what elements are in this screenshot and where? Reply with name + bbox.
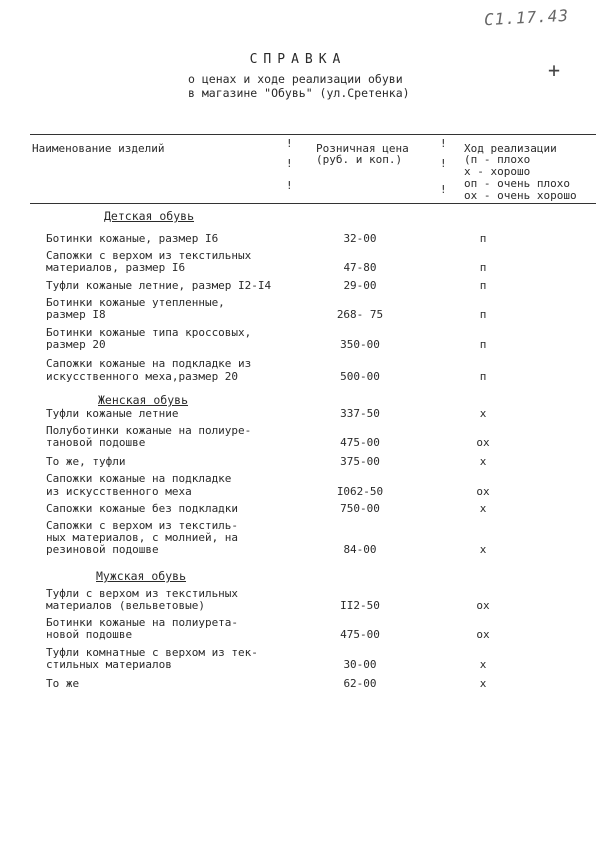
- section-title: Мужская обувь: [96, 569, 187, 583]
- item-name: Ботинки кожаные типа кроссовых,: [46, 326, 252, 339]
- column-separator: !: [440, 137, 447, 150]
- item-name: материалов, размер I6: [46, 261, 186, 274]
- status-legend-item: оп - очень плохо: [464, 177, 570, 190]
- item-status: х: [479, 658, 487, 671]
- item-name: размер 20: [46, 338, 106, 351]
- item-status: х: [479, 455, 487, 468]
- item-price: 375-00: [340, 455, 380, 468]
- item-price: 62-00: [343, 677, 377, 690]
- item-name: Сапожки с верхом из текстильных: [46, 249, 252, 262]
- item-price: 750-00: [340, 502, 380, 515]
- item-name: материалов (вельветовые): [46, 599, 205, 612]
- item-status: п: [479, 232, 487, 245]
- section-title: Детская обувь: [104, 209, 195, 223]
- header-bottom-rule: [30, 203, 596, 204]
- item-status: х: [479, 543, 487, 556]
- column-separator: !: [286, 179, 293, 192]
- column-separator: !: [286, 157, 293, 170]
- item-price: 475-00: [340, 436, 380, 449]
- column-separator: !: [440, 157, 447, 170]
- item-name: Сапожки кожаные на подкладке из: [46, 357, 252, 370]
- item-price: I062-50: [336, 485, 384, 498]
- item-name: Ботинки кожаные, размер I6: [46, 232, 219, 245]
- item-name: стильных материалов: [46, 658, 172, 671]
- item-name: размер I8: [46, 308, 106, 321]
- item-name: То же, туфли: [46, 455, 126, 468]
- header-top-rule: [30, 134, 596, 135]
- item-status: х: [479, 407, 487, 420]
- item-price: 350-00: [340, 338, 380, 351]
- column-header-price-line-1: Розничная цена: [316, 142, 409, 155]
- item-name: тановой подошве: [46, 436, 146, 449]
- item-price: 268- 75: [336, 308, 384, 321]
- item-status: ох: [476, 436, 490, 449]
- column-header-name: Наименование изделий: [32, 142, 165, 155]
- item-status: х: [479, 502, 487, 515]
- item-name: Сапожки с верхом из текстиль-: [46, 519, 239, 532]
- section-title: Женская обувь: [98, 393, 189, 407]
- item-status: ох: [476, 485, 490, 498]
- item-price: 84-00: [343, 543, 377, 556]
- item-name: ных материалов, с молнией, на: [46, 531, 239, 544]
- item-name: резиновой подошве: [46, 543, 159, 556]
- column-header-price-line-2: (руб. и коп.): [316, 153, 403, 166]
- item-price: 500-00: [340, 370, 380, 383]
- item-price: 30-00: [343, 658, 377, 671]
- corner-cross-mark: +: [548, 58, 561, 82]
- item-status: ох: [476, 599, 490, 612]
- item-name: Ботинки кожаные на полиурета-: [46, 616, 239, 629]
- item-price: 32-00: [343, 232, 377, 245]
- item-name: из искусственного меха: [46, 485, 192, 498]
- column-separator: !: [440, 183, 447, 196]
- item-name: Полуботинки кожаные на полиуре-: [46, 424, 252, 437]
- item-status: п: [479, 261, 487, 274]
- item-name: Сапожки кожаные без подкладки: [46, 502, 239, 515]
- item-name: Туфли комнатные с верхом из тек-: [46, 646, 258, 659]
- item-status: п: [479, 338, 487, 351]
- item-name: То же: [46, 677, 80, 690]
- item-name: Ботинки кожаные утепленные,: [46, 296, 225, 309]
- item-name: Туфли с верхом из текстильных: [46, 587, 239, 600]
- item-status: п: [479, 279, 487, 292]
- document-subtitle-line-1: о ценах и ходе реализации обуви: [188, 72, 403, 86]
- item-price: II2-50: [340, 599, 380, 612]
- item-name: Сапожки кожаные на подкладке: [46, 472, 232, 485]
- document-title: СПРАВКА: [249, 52, 347, 67]
- status-legend-item: ох - очень хорошо: [464, 189, 577, 202]
- item-name: Туфли кожаные летние, размер I2-I4: [46, 279, 272, 292]
- item-name: новой подошве: [46, 628, 133, 641]
- item-price: 337-50: [340, 407, 380, 420]
- item-status: ох: [476, 628, 490, 641]
- status-legend-item: х - хорошо: [464, 165, 531, 178]
- item-status: х: [479, 677, 487, 690]
- item-name: Туфли кожаные летние: [46, 407, 179, 420]
- item-name: искусственного меха,размер 20: [46, 370, 239, 383]
- column-header-status: Ход реализации: [464, 142, 557, 155]
- archive-handwritten-mark: C1.17.43: [483, 5, 570, 30]
- item-price: 47-80: [343, 261, 377, 274]
- document-subtitle-line-2: в магазине "Обувь" (ул.Сретенка): [188, 86, 410, 100]
- status-legend-item: (п - плохо: [464, 153, 531, 166]
- item-status: п: [479, 370, 487, 383]
- column-separator: !: [286, 137, 293, 150]
- item-status: п: [479, 308, 487, 321]
- item-price: 475-00: [340, 628, 380, 641]
- item-price: 29-00: [343, 279, 377, 292]
